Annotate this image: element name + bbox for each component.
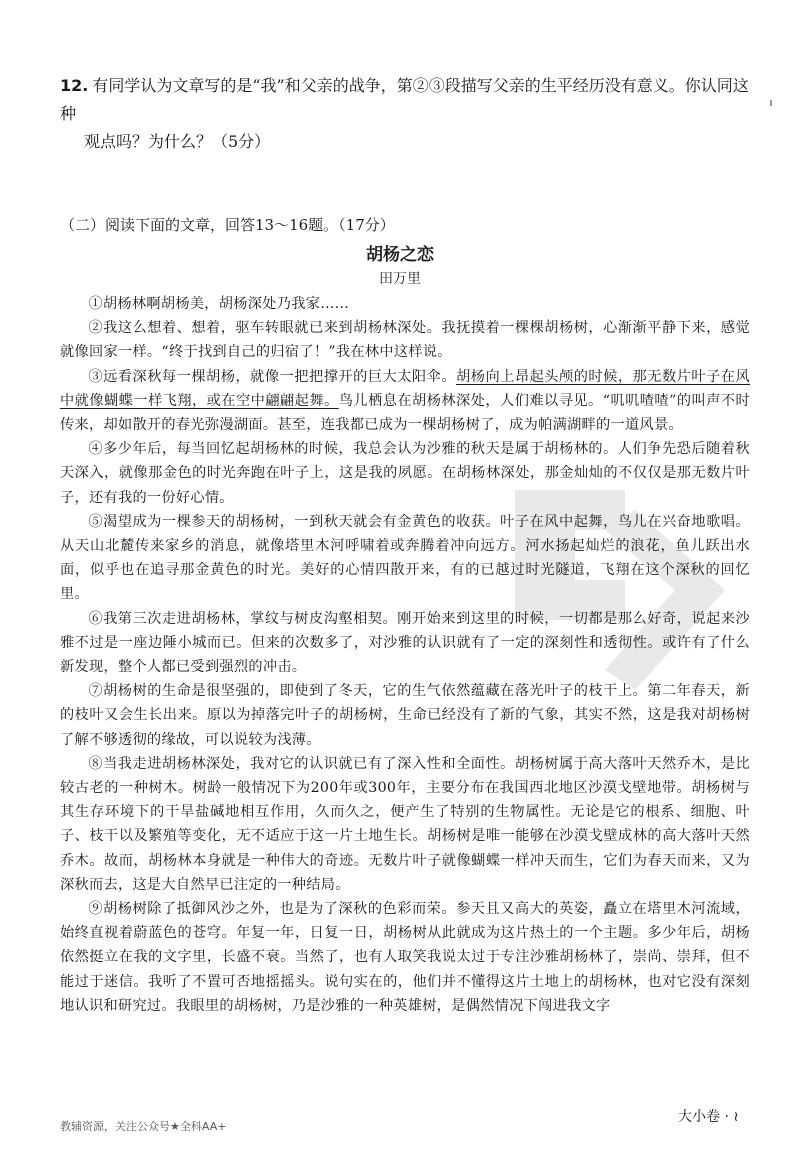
paragraph-4: ④多少年后，每当回忆起胡杨林的时候，我总会认为沙雅的秋天是属于胡杨林的。人们争先恐后随着秋天深入，就像那金色的时光奔跑在叶子上，这是我的夙愿。在胡杨林深处，那金灿灿的不仅仅是那无数片叶子，还有我的一份好心情。	[60, 441, 750, 506]
underlined-sentence: 胡杨向上昂起头颅的时候，那无数片叶子在风中就像蝴蝶一样飞翔，或在空中翩翩起舞。	[60, 368, 750, 409]
page-edge-mark	[770, 100, 772, 106]
paragraph-3	[60, 365, 750, 438]
question-number: 12.	[60, 76, 89, 95]
paragraph-9: ⑨胡杨树除了抵御风沙之外，也是为了深秋的色彩而荣。参天且又高大的英姿，矗立在塔里木河流域，始终直视着蔚蓝色的苍穹。年复一年，日复一日，胡杨树从此就成为这片热土的一个主题。多少年后，胡杨依然挺立在我的文字里，长盛不衰。当然了，也有人取笑我说太过于专注沙雅胡杨林了，崇尚、崇拜，但不能过于迷信。我听了不置可否地摇摇头。说句实在的，他们并不懂得这片土地上的胡杨林，也对它没有深刻地认识和研究过。我眼里的胡杨树，乃是沙雅的一种英雄树，是偶然情况下闯进我文字	[60, 901, 750, 1014]
article-title: 胡杨之恋	[366, 245, 434, 265]
footer-source: 教辅资源，关注公众号★全科AA+	[60, 1120, 227, 1133]
question-12	[60, 72, 750, 156]
paragraph-5: ⑤渴望成为一棵参天的胡杨树，一到秋天就会有金黄色的收获。叶子在风中起舞，鸟儿在兴奋地歌唱。从天山北麓传来家乡的消息，就像塔里木河呼啸着或奔腾着冲向远方。河水扬起灿烂的浪花，鱼儿跃出水面，似乎也在追寻那金黄色的时光。美好的心情四散开来，有的已越过时光隧道，飞翔在这个深秋的回忆里。	[60, 513, 750, 603]
section-header: （二）阅读下面的文章，回答13～16题。（17分）	[60, 216, 395, 234]
paragraph-2: ②我这么想着、想着，驱车转眼就已来到胡杨林深处。我抚摸着一棵棵胡杨树，心渐渐平静下来，感觉就像回家一样。“终于找到自己的归宿了！”我在林中这样说。	[60, 320, 750, 361]
page-label: 大小卷 · ≀	[678, 1109, 739, 1125]
article-author: 田万里	[379, 271, 421, 287]
paragraph-7: ⑦胡杨树的生命是很坚强的，即使到了冬天，它的生气依然蕴藏在落光叶子的枝干上。第二年春天，新的枝叶又会生长出来。原以为掉落完叶子的胡杨树，生命已经没有了新的气象，其实不然，这是我对胡杨树了解不够透彻的缘故，可以说较为浅薄。	[60, 683, 750, 748]
paragraph-6: ⑥我第三次走进胡杨林，掌纹与树皮沟壑相契。刚开始来到这里的时候，一切都是那么好奇，说起来沙雅不过是一座边陲小城而已。但来的次数多了，对沙雅的认识就有了一定的深刻性和透彻性。或许有了什么新发现，整个人都已受到强烈的冲击。	[60, 610, 750, 676]
paragraph-3-end: 鸟儿栖息在胡杨林深处，人们难以寻见。“叽叽喳喳”的叫声不时传来，却如散开的春光弥漫湖面。甚至，连我都已成为一棵胡杨树了，成为帕满湖畔的一道风景。	[60, 392, 750, 434]
paragraph-8: ⑧当我走进胡杨林深处，我对它的认识就已有了深入性和全面性。胡杨树属于高大落叶天然乔木，是比较古老的一种树木。树龄一般情况下为200年或300年，主要分布在我国西北地区沙漠戈壁地带。胡杨树与其生存环境下的干旱盐碱地相互作用，久而久之，便产生了特别的生物属性。无论是它的根系、细胞、叶子、枝干以及繁殖等变化，无不适应于这一片土地生长。胡杨树是唯一能够在沙漠戈壁成林的高大落叶天然乔木。故而，胡杨林本身就是一种伟大的奇迹。无数片叶子就像蝴蝶一样冲天而生，它们为春天而来，又为深秋而去，这是大自然早已注定的一种结局。	[60, 755, 750, 893]
paragraph-1: ①胡杨林啊胡杨美，胡杨深处乃我家……	[88, 296, 350, 312]
question-12-line1: 有同学认为文章写的是“我”和父亲的战争，第②③段描写父亲的生平经历没有意义。你认同这种	[60, 76, 749, 123]
question-12-line2: 观点吗？为什么？（5分）	[84, 132, 271, 151]
article-body	[60, 292, 750, 1018]
paragraph-3-start: ③远看深秋每一棵胡杨，就像一把把撑开的巨大太阳伞。	[88, 368, 457, 385]
